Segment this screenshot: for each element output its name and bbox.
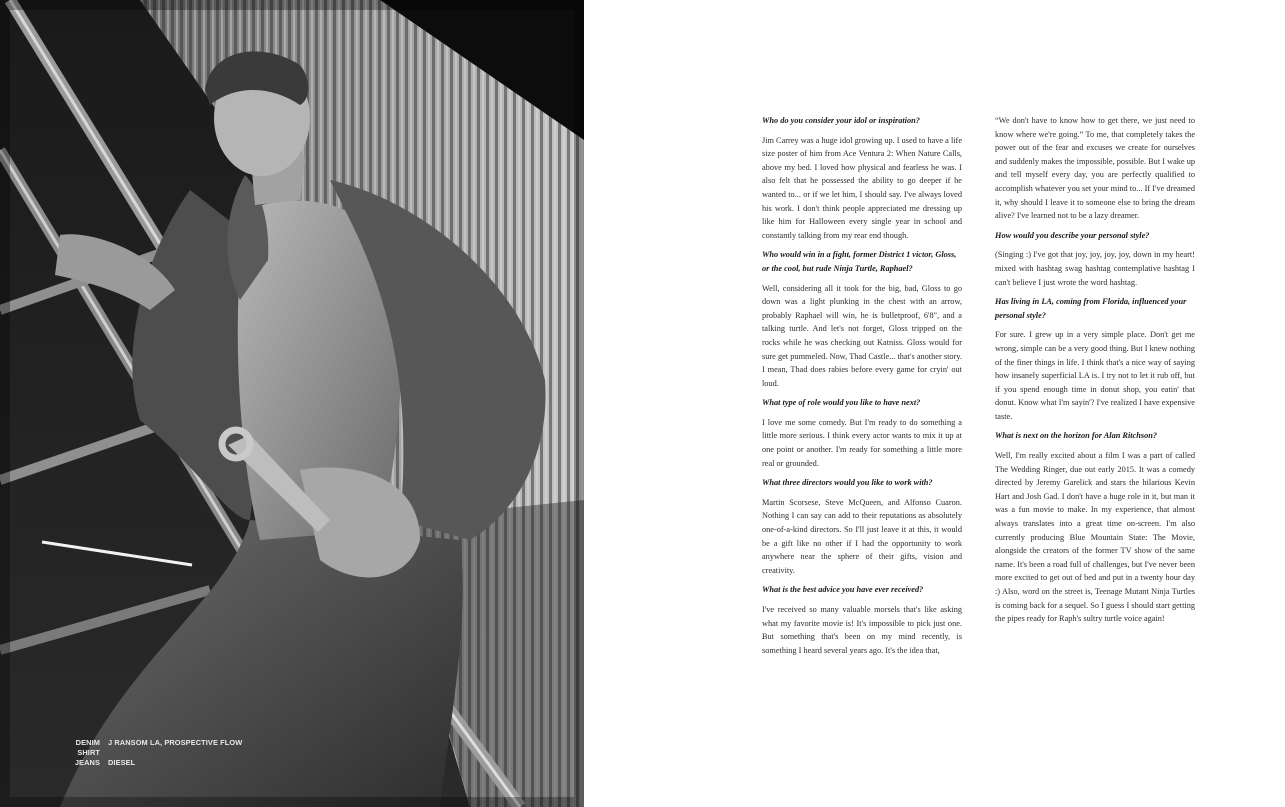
interview-question: How would you describe your personal style?: [995, 230, 1150, 240]
interview-answer: For sure. I grew up in a very simple place. Don't get me wrong, simple can be a very good thing. But I knew nothing of the finer things in life. I think that's a nice way of saying how insanely superficial LA is. I try not to let it rub off, but if you spend enough time in donut shop, you eatin' that donut. Know what I'm sayin'? I've realized I have expensive taste.: [995, 330, 1195, 421]
credit-row: [60, 738, 242, 758]
interview-question: What is the best advice you have ever received?: [762, 585, 924, 595]
portrait-photo-illustration: [0, 0, 584, 807]
credit-label: DENIM SHIRT: [75, 738, 100, 757]
interview-question: What is next on the horizon for Alan Ritchson?: [995, 431, 1157, 441]
interview-question: What type of role would you like to have next?: [762, 398, 921, 408]
interview-answer: Martin Scorsese, Steve McQueen, and Alfonso Cuaron. Nothing I can say can add to their reputations as absolutely one-of-a-kind directors. So I'll just leave it at this, it would be a gift like no other if I had the opportunity to work anywhere near the sphere of their gifts, vision and creativity.: [762, 497, 962, 575]
credit-value: DIESEL: [108, 758, 136, 767]
portrait-photo: [0, 0, 584, 807]
interview-question: Has living in LA, coming from Florida, influenced your personal style?: [995, 297, 1187, 320]
interview-answer: Jim Carrey was a huge idol growing up. I used to have a life size poster of him from Ace Ventura 2: When Nature Calls, above my bed. I loved how physical and fearless he was. I also felt that he possessed the ability to go deeper if he wanted to... or if we let him, I should say. I've always loved his work. I don't think people appreciated me dressing up like him for Halloween every single year in school and constantly talking from my rear end though.: [762, 135, 962, 240]
interview-answer: Well, I'm really excited about a film I was a part of called The Wedding Ringer, due out early 2015. It was a comedy directed by Jeremy Garelick and stars the hilarious Kevin Hart and Josh Gad. I don't have a huge role in it, but man it was a fun movie to make. In my experience, that almost always translates into a great time on-screen. I'm also currently producing Blue Mountain State: The Movie, alongside the creators of the former TV show of the same name. It's been a road full of challenges, but I've never been more excited to get out of bed and put in a twenty hour day :) Also, word on the street is, Teenage Mutant Ninja Turtles is coming back for a sequel. So I guess I should start getting the pipes ready for Raph's sultry turtle voice again!: [995, 451, 1195, 624]
interview-answer: Well, considering all it took for the big, bad, Gloss to go down was a light plunking in the chest with an arrow, probably Raphael will win, he is bulletproof, 6'8", and a talking turtle. And let's not forget, Gloss tripped on the rocks while he was checking out Katniss. Gloss would for sure get pummeled. Now, Thad Castle... that's another story. I mean, Thad does rabies before every game for cryin' out loud.: [762, 283, 962, 388]
interview-column-left: [762, 114, 962, 663]
credit-value: J RANSOM LA, PROSPECTIVE FLOW: [108, 738, 243, 747]
interview-question: Who do you consider your idol or inspiration?: [762, 116, 920, 125]
wardrobe-credits: [60, 738, 242, 768]
interview-question: Who would win in a fight, former District 1 victor, Gloss, or the cool, but rude Ninja Turtle, Raphael?: [762, 250, 957, 273]
interview-column-right: [995, 114, 1195, 632]
credit-label: JEANS: [74, 758, 100, 767]
interview-answer: “We don't have to know how to get there, we just need to know where we're going.” To me, that completely takes the power out of the fear and excuses we create for ourselves and suddenly makes the impossible, possible. But I wake up and tell myself every day, you are perfectly qualified to accomplish whatever you set your mind to... If I've dreamed it, why should I leave it to someone else to bring the dream alive? I've learned not to be a lazy dreamer.: [995, 116, 1195, 221]
interview-answer: I love me some comedy. But I'm ready to do something a little more serious. I think every actor wants to mix it up at one point or another. I'm ready for something a little more real or grounded.: [762, 417, 962, 468]
credit-row: [60, 758, 242, 768]
interview-answer: I've received so many valuable morsels that's like asking what my favorite movie is! It's impossible to pick just one. But something that's been on my mind recently, is something I heard several years ago. It's the idea that,: [762, 605, 962, 655]
interview-question: What three directors would you like to work with?: [762, 478, 933, 488]
interview-answer: (Singing :) I've got that joy, joy, joy, joy, down in my heart! mixed with hashtag swag hashtag contemplative hashtag I can't believe I just wrote the word hashtag.: [995, 250, 1195, 287]
